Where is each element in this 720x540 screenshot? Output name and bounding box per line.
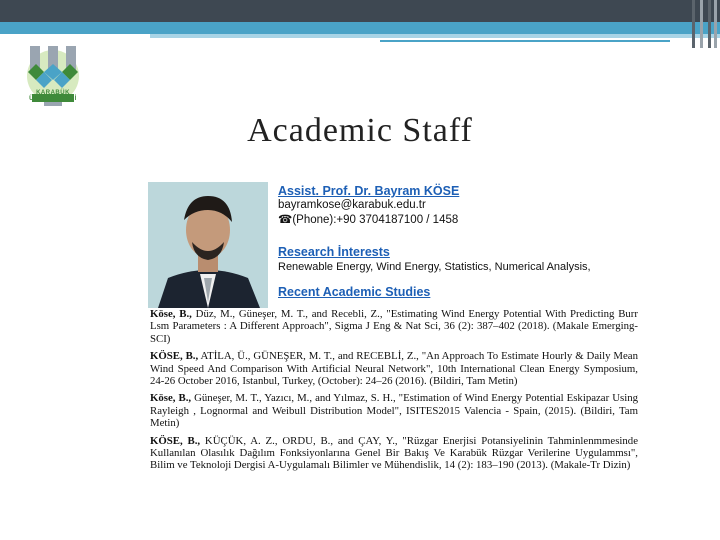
publication-text: KÜÇÜK, A. Z., ORDU, B., and ÇAY, Y., "Rüzgar Enerjisi Potansiyelinin Tahminlenmmesinde Kullanılan Olasılık Dağılım Fonksiyonlarına Genel Bir Bakış Ve Karabük Rüzgar Verilerine Uygulammsı", Bilim ve Teknoloji Dergisi A-Uygulamalı Bilimler ve Mühendislik, 14 (2): 183–190 (2013). (Makale-Tr Dizin) [150, 434, 638, 472]
profile-info [278, 182, 638, 299]
publication-author: Köse, B., [150, 392, 192, 405]
staff-profile-card [148, 182, 638, 492]
publication-list [150, 308, 638, 477]
publication-text: ATİLA, Ü., GÜNEŞER, M. T., and RECEBLİ, Z., "An Approach To Estimate Hourly & Daily Mean Wind Speed And Comparison With Artificial Neural Network", 10th International Clean Energy Symposium, 24-26 October 2016, Istanbul, Turkey, (October): 24–26 (2016). (Bildiri, Tam Metin) [150, 350, 638, 388]
phone-text: (Phone):+90 3704187100 / 1458 [292, 214, 459, 226]
publication-author: KÖSE, B., [150, 350, 199, 363]
publication-item [150, 392, 638, 429]
studies-heading: Recent Academic Studies [278, 285, 431, 299]
publication-text: Düz, M., Güneşer, M. T., and Recebli, Z., "Estimating Wind Energy Potential With Predicting Burr Lsm Parameters : A Different Approach", Sigma J Eng & Nat Sci, 36 (2): 387–402 (2018). (Makale Emerging-SCI) [150, 308, 638, 345]
staff-email: bayramkose@karabuk.edu.tr [278, 199, 426, 211]
accent-line-thin [380, 40, 670, 42]
decorative-stripe [714, 0, 717, 48]
research-heading: Research İnterests [278, 245, 390, 259]
publication-author: Köse, B., [150, 308, 192, 320]
accent-bar [0, 22, 720, 34]
phone-icon: ☎ [278, 214, 293, 226]
profile-photo [148, 182, 268, 308]
publication-text: Güneşer, M. T., Yazıcı, M., and Yılmaz, S. H., "Estimation of Wind Energy Potential Eskipazar Using Rayleigh , Lognormal and Weibull Distribution Model", ISITES2015 Valencia - Spain, (2015). (Bildiri, Tam Metin) [150, 392, 638, 430]
page-title: Academic Staff [247, 112, 473, 149]
logo-text: KARABÜK ÜNİVERSİTESİ [29, 90, 77, 102]
publication-item [150, 350, 638, 387]
decorative-stripe [692, 0, 695, 48]
staff-phone [278, 213, 638, 228]
accent-line-light [150, 34, 720, 38]
publication-item [150, 435, 638, 472]
decorative-stripe [708, 0, 711, 48]
publication-item [150, 308, 638, 345]
top-bar [0, 0, 720, 22]
publication-author: KÖSE, B., [150, 434, 201, 447]
decorative-stripe [700, 0, 703, 48]
staff-name: Assist. Prof. Dr. Bayram KÖSE [278, 184, 460, 198]
research-interests: Renewable Energy, Wind Energy, Statistics, Numerical Analysis, [278, 261, 591, 273]
